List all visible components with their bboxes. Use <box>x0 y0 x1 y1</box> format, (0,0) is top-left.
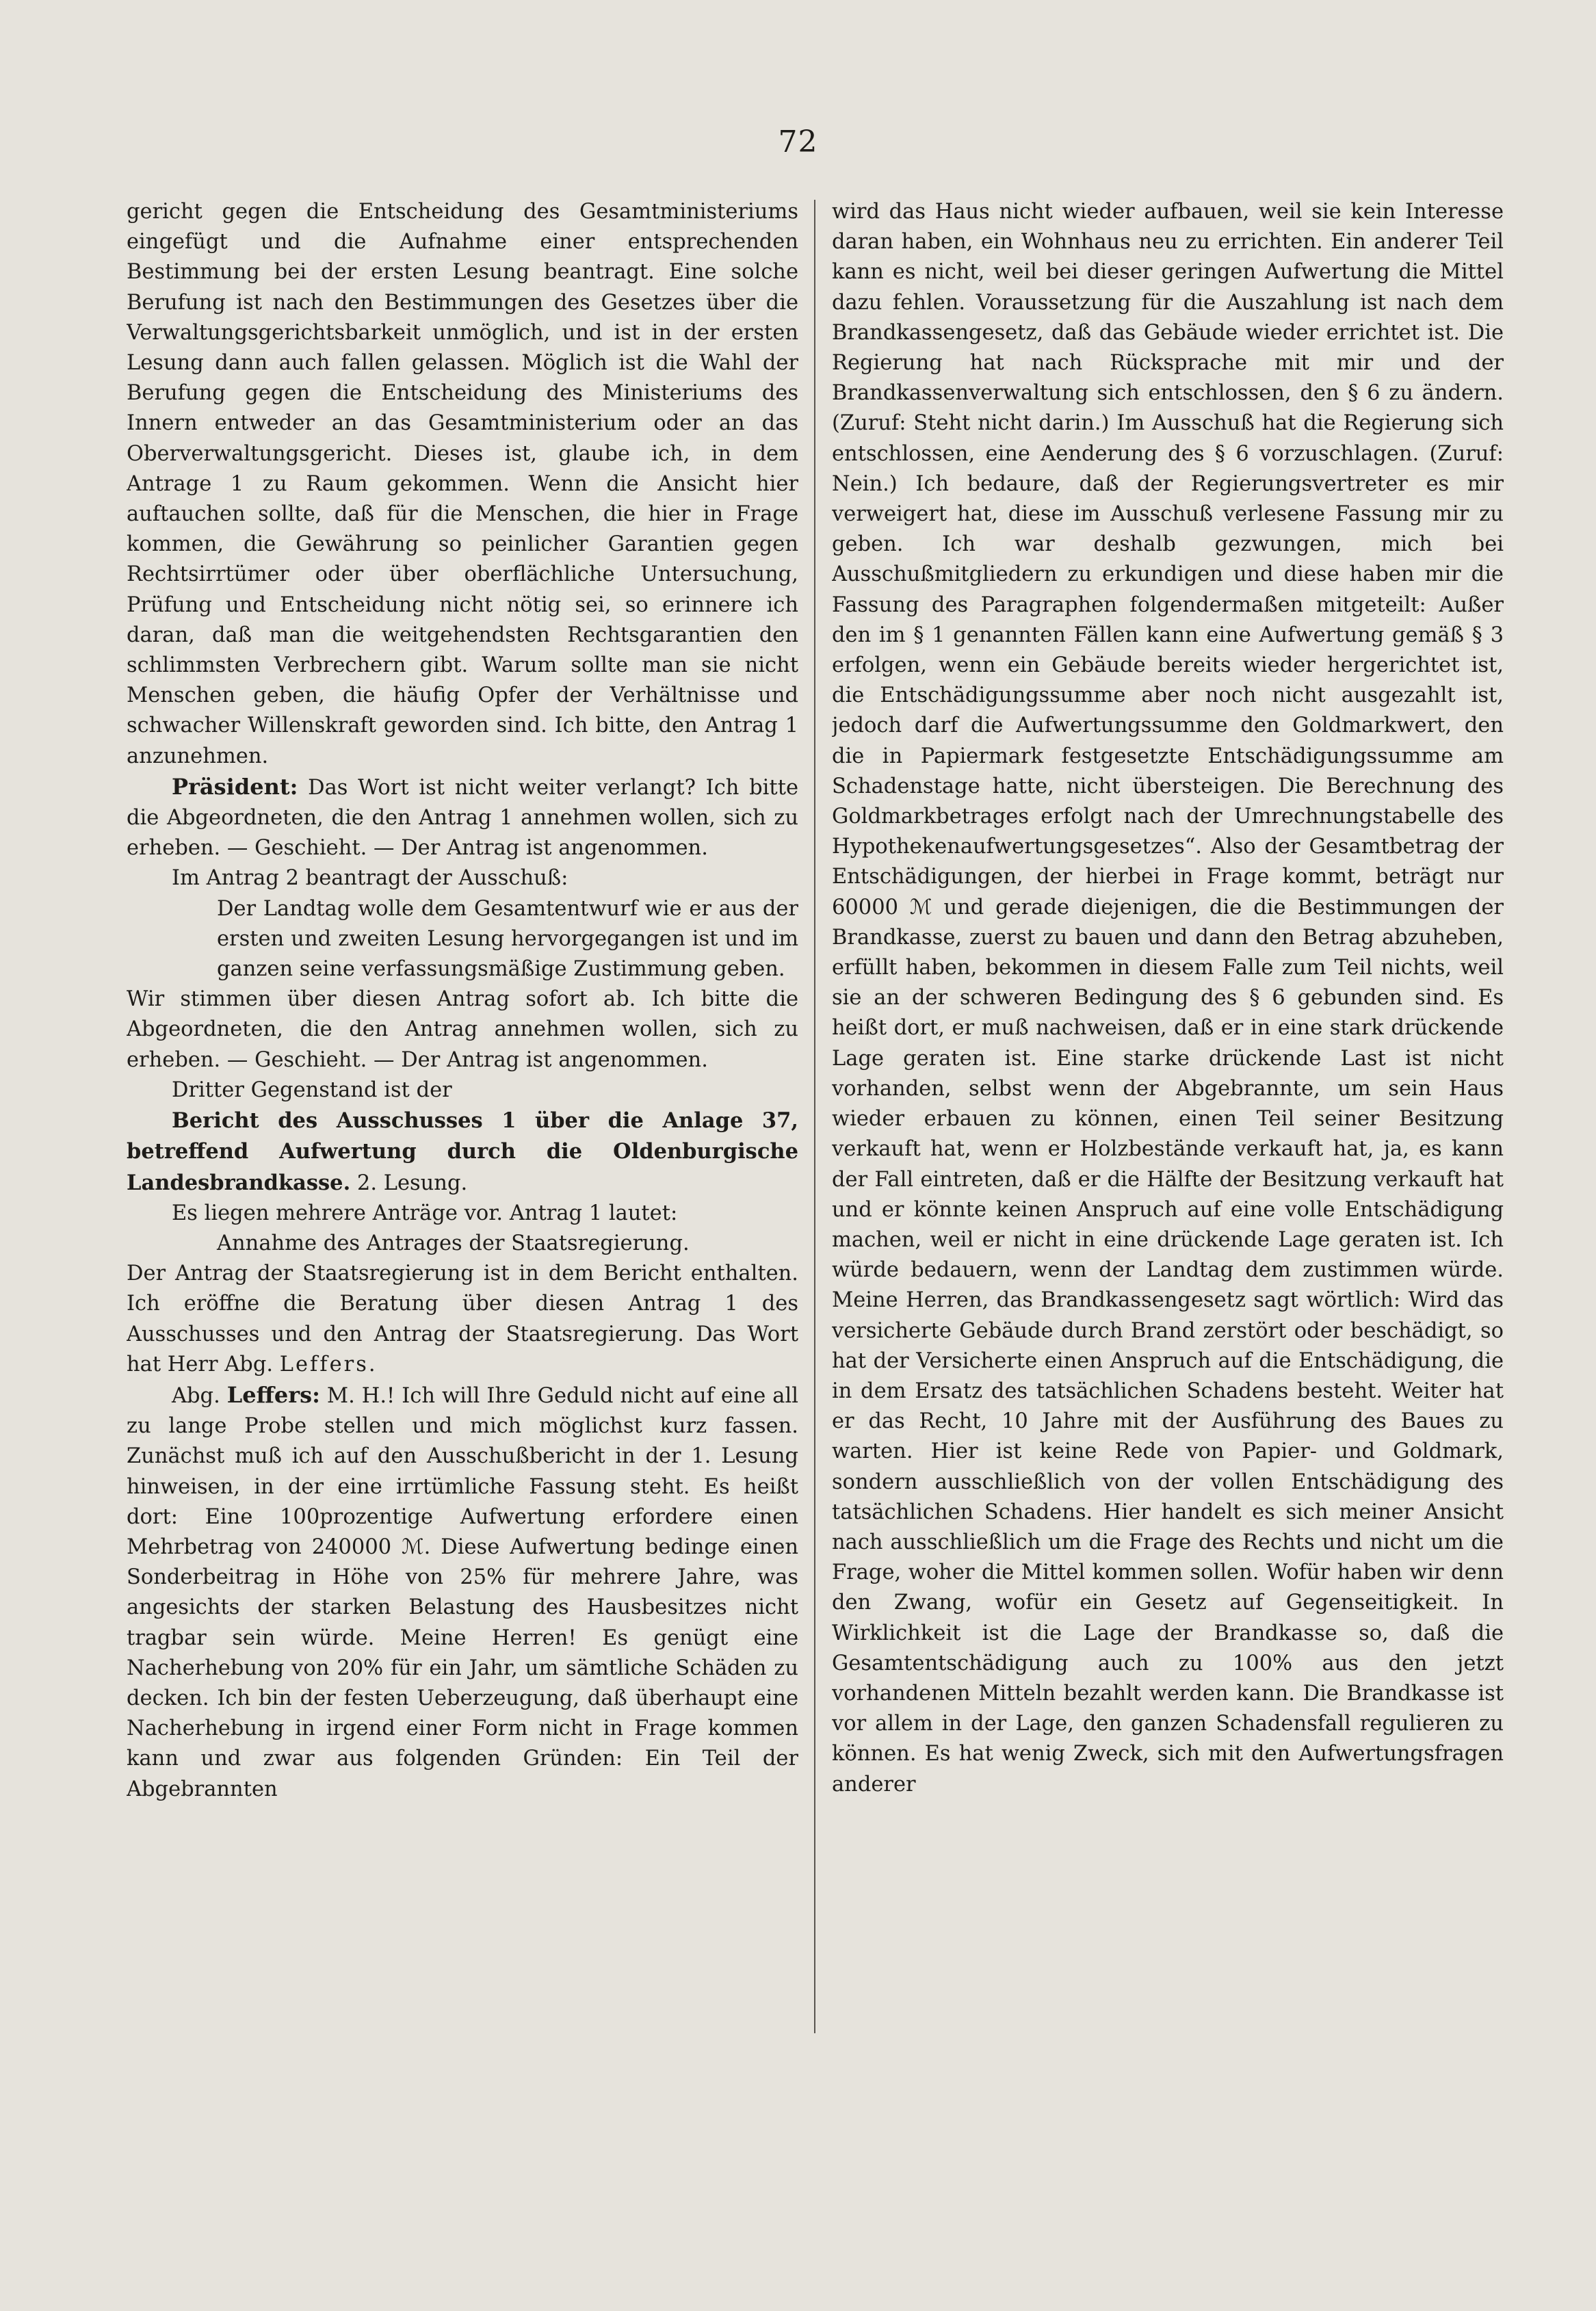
reading-label: 2. Lesung. <box>350 1171 468 1195</box>
paragraph-continuation: gericht gegen die Entscheidung des Gesamtministeriums eingefügt und die Aufnahme einer entsprechenden Bestimmung bei der ersten Lesung beantragt. Eine solche Berufung ist nach den Bestimmungen des Gesetzes über die Verwaltungsgerichtsbarkeit unmöglich, und ist in der ersten Lesung dann auch fallen gelassen. Möglich ist die Wahl der Berufung gegen die Entscheidung des Ministeriums des Innern entweder an das Gesamtministerium oder an das Oberverwaltungsgericht. Dieses ist, glaube ich, in dem Antrage 1 zu Raum gekommen. Wenn die Ansicht hier auftauchen sollte, daß für die Menschen, die hier in Frage kommen, die Gewährung so peinlicher Garantien gegen Rechtsirrtümer oder über oberflächliche Untersuchung, Prüfung und Entscheidung nicht nötig sei, so erinnere ich daran, daß man die weitgehendsten Rechtsgarantien den schlimmsten Verbrechern gibt. Warum sollte man sie nicht Menschen geben, die häufig Opfer der Verhältnisse und schwacher Willenskraft geworden sind. Ich bitte, den Antrag 1 anzunehmen. <box>127 200 798 768</box>
paragraph-leffers-speech <box>127 1380 798 1805</box>
column-divider <box>814 200 815 2033</box>
right-column <box>832 197 1504 2037</box>
motion-1-quote: Annahme des Antrages der Staatsregierung. <box>217 1231 690 1255</box>
paragraph-end: . <box>368 1352 376 1376</box>
paragraph-motion-2: Im Antrag 2 beantragt der Ausschuß: <box>172 866 568 891</box>
paragraph-text: Das Wort ist nicht weiter verlangt? Ich bitte die Abgeordneten, die den Antrag 1 annehmen wollen, sich zu erheben. — Geschieht. — Der Antrag ist angenommen. <box>127 775 798 861</box>
speaker-label: Leffers: <box>226 1381 320 1408</box>
paragraph-speech-continued: wird das Haus nicht wieder aufbauen, weil sie kein Interesse daran haben, ein Wohnhaus neu zu errichten. Ein anderer Teil kann es nicht, weil bei dieser geringen Aufwertung die Mittel dazu fehlen. Voraussetzung für die Auszahlung ist nach dem Brandkassengesetz, daß das Gebäude wieder errichtet ist. Die Regierung hat nach Rücksprache mit mir und der Brandkassenverwaltung sich entschlossen, den § 6 zu ändern. (Zuruf: Steht nicht darin.) Im Ausschuß hat die Regierung sich entschlossen, eine Aenderung des § 6 vorzuschlagen. (Zuruf: Nein.) Ich bedaure, daß der Regierungsvertreter es mir verweigert hat, diese im Ausschuß verlesene Fassung mir zu geben. Ich war deshalb gezwungen, mich bei Ausschußmitgliedern zu erkundigen und diese haben mir die Fassung des Paragraphen folgendermaßen mitgeteilt: Außer den im § 1 genannten Fällen kann eine Aufwertung gemäß § 3 erfolgen, wenn ein Gebäude bereits wieder hergerichtet ist, die Entschädigungssumme aber noch nicht ausgezahlt ist, jedoch darf die Aufwertungssumme den Goldmarkwert, den die in Papiermark festgesetzte Entschädigungssumme am Schadenstage hatte, nicht übersteigen. Die Berechnung des Goldmarkbetrages erfolgt nach der Umrechnungstabelle des Hypothekenaufwertungsgesetzes“. Also der Gesamtbetrag der Entschädigungen, der hierbei in Frage kommt, beträgt nur 60000 ℳ und gerade diejenigen, die die Bestimmungen der Brandkasse, zuerst zu bauen und dann den Betrag abzuheben, erfüllt haben, bekommen in diesem Falle zum Teil nichts, weil sie an der schweren Bedingung des § 6 gebunden sind. Es heißt dort, er muß nachweisen, daß er in eine stark drückende Lage geraten ist. Eine starke drückende Last ist nicht vorhanden, selbst wenn der Abgebrannte, um sein Haus wieder erbauen zu können, einen Teil seiner Besitzung verkauft hat, wenn er Holzbestände verkauft hat, ja, es kann der Fall eintreten, daß er die Hälfte der Besitzung verkauft hat und er könnte keinen Anspruch auf eine volle Entschädigung machen, weil er nicht in eine drückende Lage geraten ist. Ich würde bedauern, wenn der Landtag dem zustimmen würde. Meine Herren, das Brandkassengesetz sagt wörtlich: Wird das versicherte Gebäude durch Brand zerstört oder beschädigt, so hat der Versicherte einen Anspruch auf die Entschädigung, die in dem Ersatz des tatsächlichen Schadens besteht. Weiter hat er das Recht, 10 Jahre mit der Ausführung des Baues zu warten. Hier ist keine Rede von Papier- und Goldmark, sondern ausschließlich von der vollen Entschädigung des tatsächlichen Schadens. Hier handelt es sich meiner Ansicht nach ausschließlich um die Frage des Rechts und nicht um die Frage, woher die Mittel kommen sollen. Wofür haben wir denn den Zwang, wofür ein Gesetz auf Gegenseitigkeit. In Wirklichkeit ist die Lage der Brandkasse so, daß die Gesamtentschädigung auch zu 100% aus den jetzt vorhandenen Mitteln bezahlt werden kann. Die Brandkasse ist vor allem in der Lage, den ganzen Schadensfall regulieren zu können. Es hat wenig Zweck, sich mit den Aufwertungsfragen anderer <box>832 200 1504 1797</box>
paragraph-vote: Wir stimmen über diesen Antrag sofort ab. Ich bitte die Abgeordneten, die den Antrag annehmen wollen, sich zu erheben. — Geschieht. — Der Antrag ist angenommen. <box>127 987 798 1072</box>
paragraph-report-title <box>127 1106 798 1199</box>
paragraph-text: M. H.! Ich will Ihre Geduld nicht auf eine all zu lange Probe stellen und mich möglichst kurz fassen. Zunächst muß ich auf den Ausschußbericht in der 1. Lesung hinweisen, in der eine irrtümliche Fassung steht. Es heißt dort: Eine 100prozentige Aufwertung erforderе einen Mehrbetrag von 240000 ℳ. Diese Aufwertung bedinge einen Sonderbeitrag in Höhe von 25% für mehrere Jahre, was angesichts der starken Belastung des Hausbesitzes nicht tragbar sein würde. Meine Herren! Es genügt eine Nacherhebung von 20% für ein Jahr, um sämtliche Schäden zu decken. Ich bin der festen Ueberzeugung, daß überhaupt eine Nacherhebung in irgend einer Form nicht in Frage kommen kann und zwar aus folgenden Gründen: Ein Teil der Abgebrannten <box>127 1383 798 1801</box>
speaker-prefix: Abg. <box>172 1383 227 1408</box>
paragraph-motions: Es liegen mehrere Anträge vor. Antrag 1 lautet: <box>172 1201 678 1225</box>
paragraph-text: Der Antrag der Staatsregierung ist in dem Bericht enthalten. Ich eröffne die Beratung über diesen Antrag 1 des Ausschusses und den Antrag der Staatsregierung. Das Wort hat Herr Abg. <box>127 1262 798 1376</box>
report-title: Bericht des Ausschusses 1 über die Anlage 37, betreffend Aufwertung durch die Oldenburgische Landesbrandkasse. <box>127 1108 798 1195</box>
page-number: 72 <box>778 125 818 159</box>
motion-quote: Der Landtag wolle dem Gesamtentwurf wie er aus der ersten und zweiten Lesung hervorgegangen ist und im ganzen seine verfassungsmäßige Zustimmung geben. <box>217 896 798 982</box>
speaker-label: Präsident: <box>172 773 298 800</box>
paragraph-third-item: Dritter Gegenstand ist der <box>172 1078 452 1102</box>
paragraph-debate-open <box>127 1259 798 1380</box>
member-name: Leffers <box>279 1352 369 1376</box>
left-column <box>127 197 798 2037</box>
paragraph-president <box>127 772 798 864</box>
